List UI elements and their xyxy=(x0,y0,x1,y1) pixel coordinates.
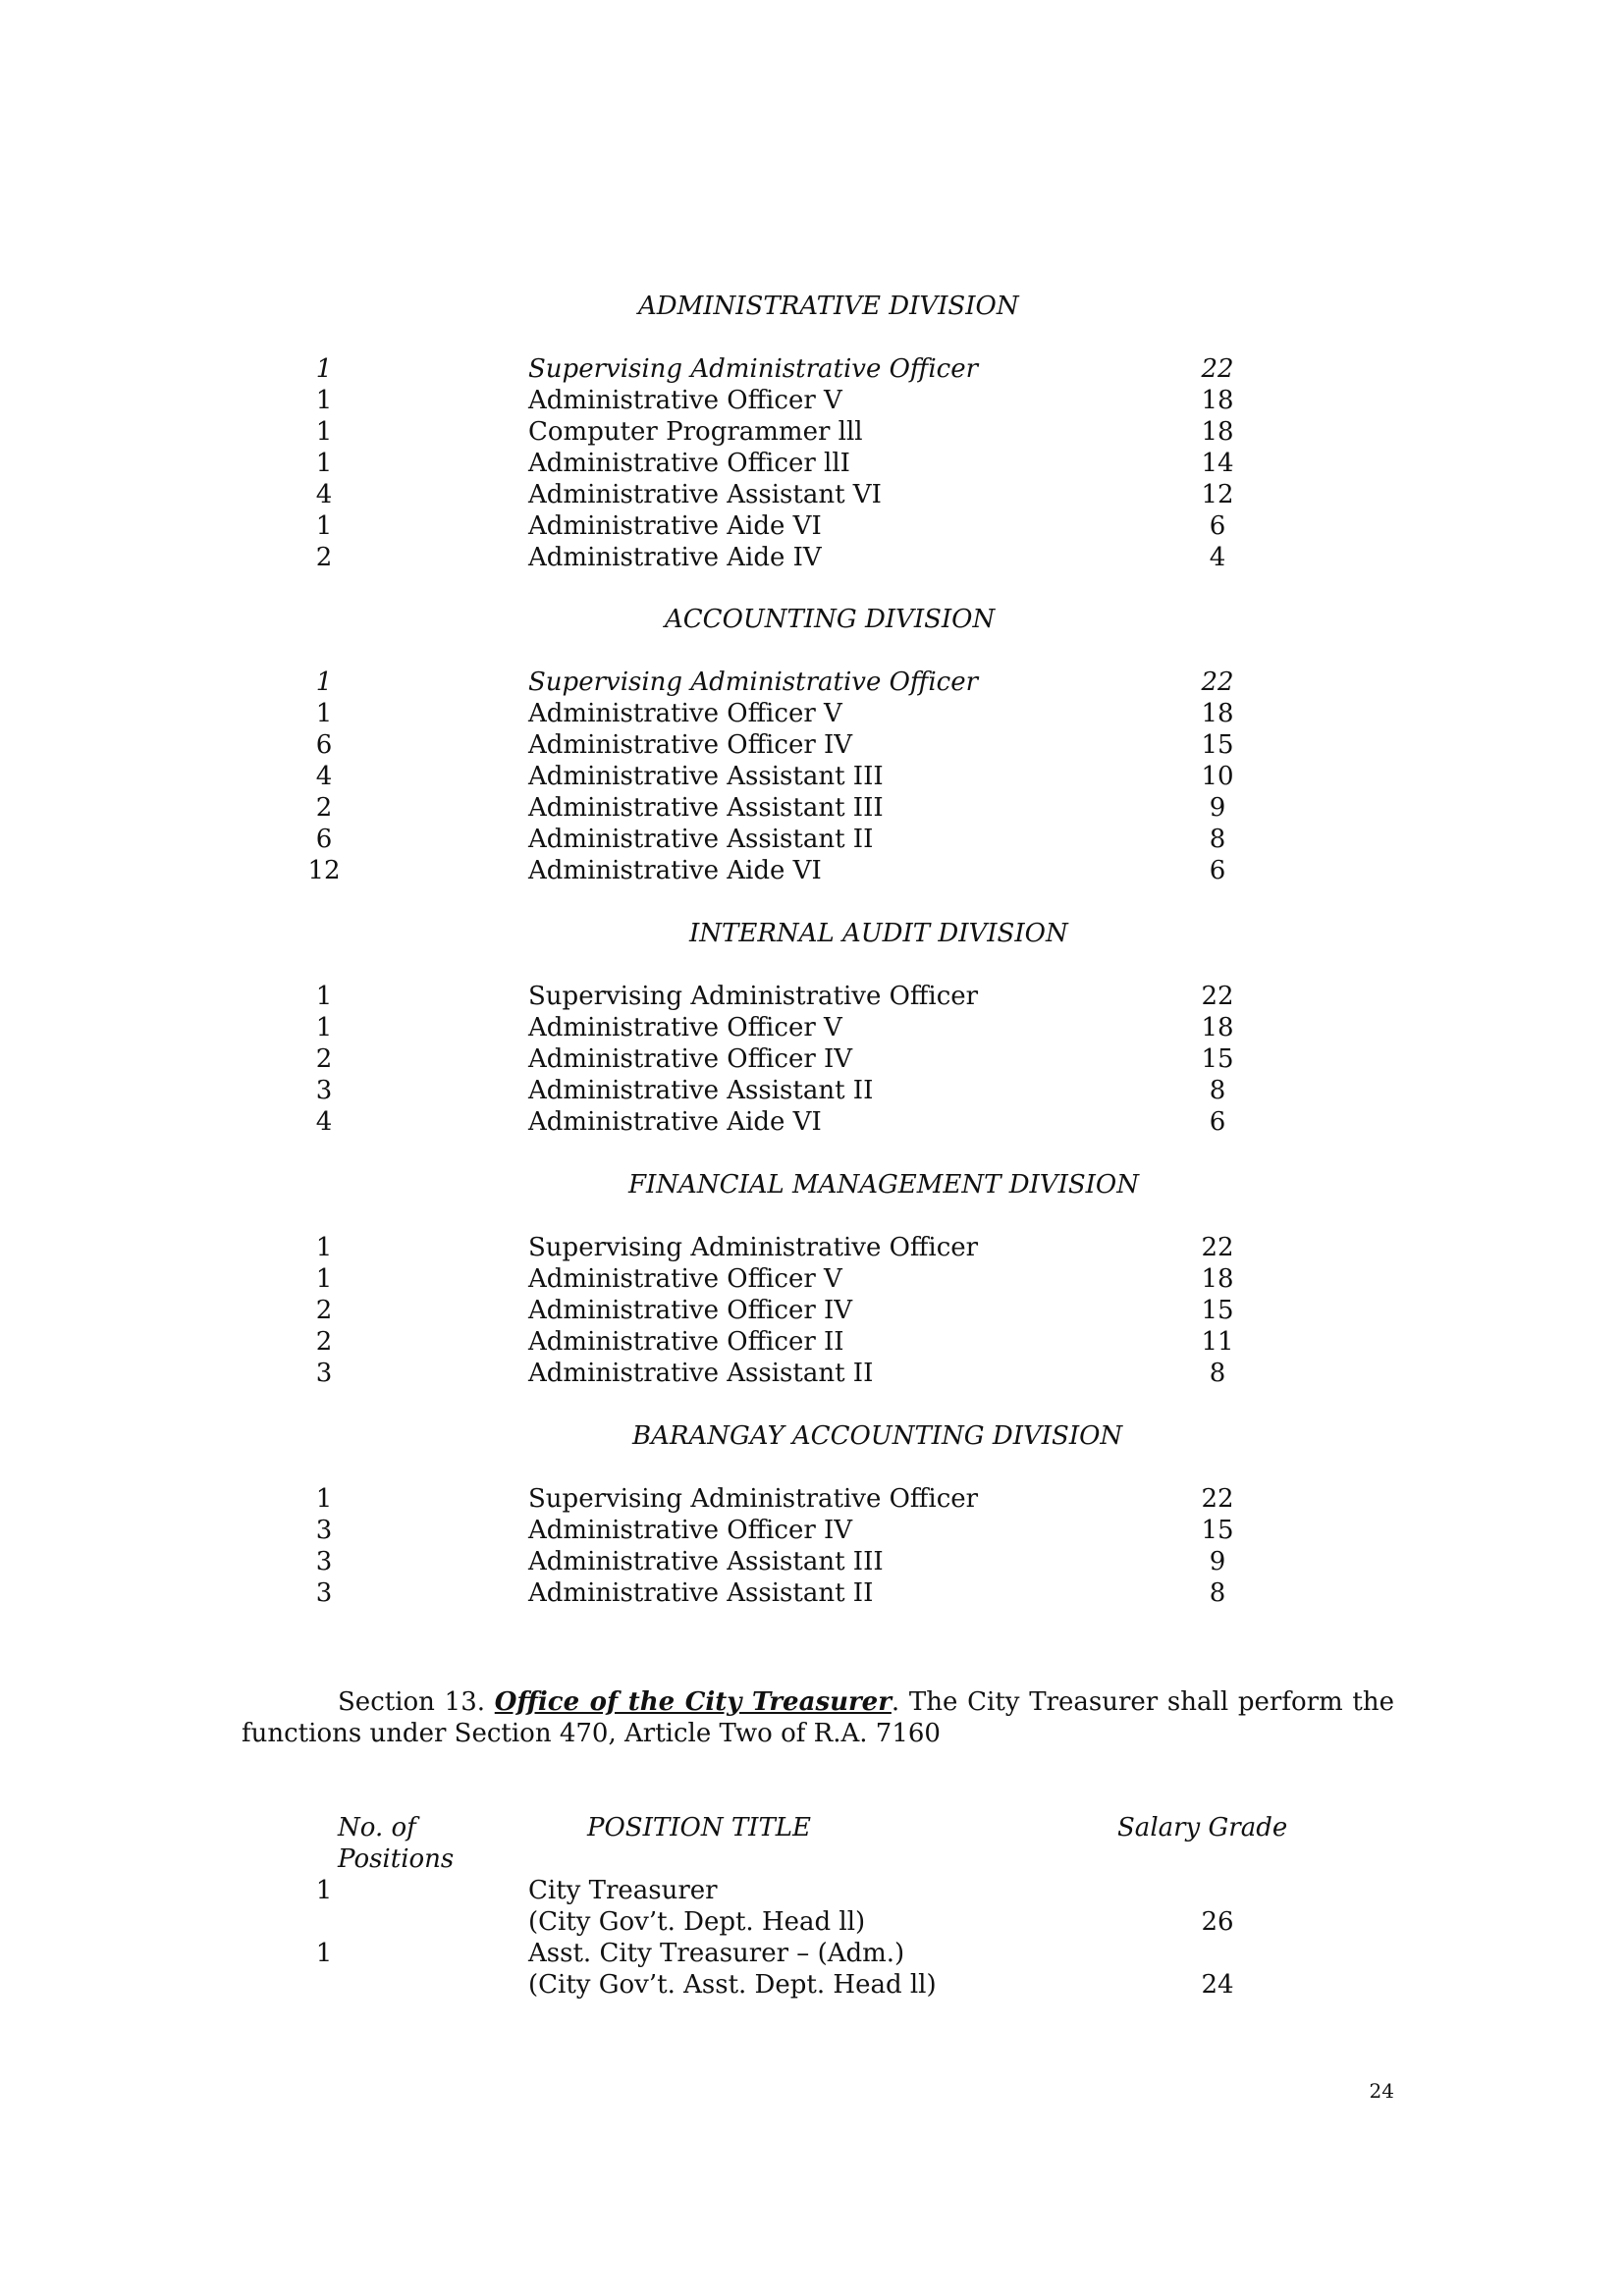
position-title: Administrative Officer II xyxy=(528,1327,844,1357)
salary-grade: 6 xyxy=(1209,511,1226,541)
position-count: 4 xyxy=(315,1107,333,1137)
position-count: 1 xyxy=(315,511,333,541)
position-count: 1 xyxy=(315,417,333,447)
position-title: Administrative Officer llI xyxy=(528,449,850,478)
table-row xyxy=(0,1326,1623,1358)
salary-grade: 24 xyxy=(1201,1970,1234,2000)
table-row xyxy=(0,1012,1623,1043)
position-count: 3 xyxy=(315,1578,333,1608)
salary-grade: 22 xyxy=(1201,354,1234,384)
salary-grade: 15 xyxy=(1201,730,1234,760)
salary-grade: 15 xyxy=(1201,1296,1234,1325)
salary-grade: 8 xyxy=(1209,825,1226,854)
section-13-paragraph xyxy=(242,1686,1394,1749)
position-title: Asst. City Treasurer – (Adm.) xyxy=(528,1939,905,1968)
position-count: 1 xyxy=(315,386,333,415)
column-header-count-line-2: Positions xyxy=(338,1844,455,1874)
table-row xyxy=(0,792,1623,824)
division-title-administrative: ADMINISTRATIVE DIVISION xyxy=(638,292,1019,321)
position-title: Administrative Assistant III xyxy=(528,762,884,791)
division-title-accounting: ACCOUNTING DIVISION xyxy=(665,605,996,634)
section-13-line-1 xyxy=(242,1686,1394,1718)
position-title: Administrative Aide IV xyxy=(528,543,822,572)
position-title: Administrative Assistant II xyxy=(528,825,874,854)
salary-grade: 9 xyxy=(1209,1547,1226,1576)
position-title-detail: (City Gov’t. Dept. Head ll) xyxy=(528,1907,866,1937)
table-row xyxy=(0,479,1623,510)
salary-grade: 22 xyxy=(1201,1233,1234,1262)
position-count: 2 xyxy=(315,1296,333,1325)
position-count: 1 xyxy=(315,667,333,697)
salary-grade: 18 xyxy=(1201,1264,1234,1294)
position-title: Administrative Aide VI xyxy=(528,1107,822,1137)
position-count: 6 xyxy=(315,825,333,854)
salary-grade: 10 xyxy=(1201,762,1234,791)
salary-grade: 8 xyxy=(1209,1359,1226,1388)
table-row xyxy=(0,1546,1623,1577)
salary-grade: 22 xyxy=(1201,982,1234,1011)
table-row-continuation xyxy=(0,1906,1623,1938)
salary-grade: 26 xyxy=(1201,1907,1234,1937)
position-title: Administrative Officer IV xyxy=(528,1516,853,1545)
position-title-detail: (City Gov’t. Asst. Dept. Head ll) xyxy=(528,1970,937,2000)
division-title-barangay-accounting: BARANGAY ACCOUNTING DIVISION xyxy=(632,1421,1123,1451)
position-count: 1 xyxy=(315,1264,333,1294)
table-row xyxy=(0,1043,1623,1075)
position-title: Administrative Assistant III xyxy=(528,793,884,823)
position-title: Supervising Administrative Officer xyxy=(528,1484,979,1514)
table-row xyxy=(0,855,1623,886)
table-row xyxy=(0,698,1623,729)
position-title: Administrative Assistant III xyxy=(528,1547,884,1576)
position-count: 1 xyxy=(315,1876,333,1905)
table-row xyxy=(0,1075,1623,1106)
table-row-continuation xyxy=(0,1969,1623,2001)
position-title: Administrative Assistant VI xyxy=(528,480,882,509)
table-row xyxy=(0,1106,1623,1138)
table-row xyxy=(0,1515,1623,1546)
table-row xyxy=(0,824,1623,855)
table-row xyxy=(0,729,1623,761)
section-13-heading: Office of the City Treasurer xyxy=(494,1687,892,1717)
position-title: Administrative Aide VI xyxy=(528,511,822,541)
salary-grade: 22 xyxy=(1201,1484,1234,1514)
position-count: 6 xyxy=(315,730,333,760)
table-row xyxy=(0,667,1623,698)
salary-grade: 18 xyxy=(1201,386,1234,415)
position-title: Computer Programmer lll xyxy=(528,417,863,447)
column-header-salary-grade: Salary Grade xyxy=(1117,1813,1288,1842)
position-title: Administrative Assistant II xyxy=(528,1578,874,1608)
table-row xyxy=(0,1263,1623,1295)
section-13-line-1-text: . The City Treasurer shall perform the xyxy=(891,1687,1394,1717)
salary-grade: 8 xyxy=(1209,1076,1226,1105)
table-row xyxy=(0,510,1623,542)
division-title-internal-audit: INTERNAL AUDIT DIVISION xyxy=(689,919,1068,948)
salary-grade: 15 xyxy=(1201,1044,1234,1074)
position-count: 4 xyxy=(315,480,333,509)
position-count: 1 xyxy=(315,1939,333,1968)
position-count: 12 xyxy=(307,856,341,885)
salary-grade: 14 xyxy=(1201,449,1234,478)
table-row xyxy=(0,1295,1623,1326)
position-count: 1 xyxy=(315,1013,333,1042)
division-rows-accounting xyxy=(0,667,1623,886)
position-title: Administrative Aide VI xyxy=(528,856,822,885)
salary-grade: 11 xyxy=(1201,1327,1234,1357)
table-row xyxy=(0,1232,1623,1263)
page-number: 24 xyxy=(1369,2079,1394,2103)
position-title: Administrative Officer V xyxy=(528,386,842,415)
position-count: 3 xyxy=(315,1359,333,1388)
position-title: Supervising Administrative Officer xyxy=(528,982,979,1011)
position-title: Administrative Officer IV xyxy=(528,1044,853,1074)
position-title: Administrative Assistant II xyxy=(528,1359,874,1388)
position-title: Administrative Officer V xyxy=(528,1264,842,1294)
position-count: 1 xyxy=(315,1484,333,1514)
position-count: 3 xyxy=(315,1547,333,1576)
division-rows-internal-audit xyxy=(0,981,1623,1138)
position-title: Administrative Officer IV xyxy=(528,1296,853,1325)
position-count: 1 xyxy=(315,699,333,728)
position-count: 2 xyxy=(315,1044,333,1074)
salary-grade: 6 xyxy=(1209,856,1226,885)
position-title: Administrative Assistant II xyxy=(528,1076,874,1105)
salary-grade: 12 xyxy=(1201,480,1234,509)
salary-grade: 4 xyxy=(1209,543,1226,572)
position-count: 1 xyxy=(315,354,333,384)
position-count: 1 xyxy=(315,982,333,1011)
salary-grade: 15 xyxy=(1201,1516,1234,1545)
division-rows-financial-management xyxy=(0,1232,1623,1389)
table-row xyxy=(0,1358,1623,1389)
table-row xyxy=(0,981,1623,1012)
position-count: 2 xyxy=(315,1327,333,1357)
column-header-count: No. of xyxy=(338,1813,416,1842)
salary-grade: 6 xyxy=(1209,1107,1226,1137)
division-rows-administrative xyxy=(0,353,1623,573)
salary-grade: 18 xyxy=(1201,699,1234,728)
position-title: Supervising Administrative Officer xyxy=(528,354,979,384)
table-row xyxy=(0,1483,1623,1515)
position-count: 1 xyxy=(315,1233,333,1262)
position-title: Supervising Administrative Officer xyxy=(528,667,979,697)
position-title: Administrative Officer V xyxy=(528,1013,842,1042)
position-count: 3 xyxy=(315,1516,333,1545)
table-row xyxy=(0,416,1623,448)
table-row xyxy=(0,353,1623,385)
salary-grade: 9 xyxy=(1209,793,1226,823)
position-count: 3 xyxy=(315,1076,333,1105)
position-title: Administrative Officer V xyxy=(528,699,842,728)
position-title: Administrative Officer IV xyxy=(528,730,853,760)
section-13-label: Section 13. xyxy=(338,1687,486,1717)
division-rows-barangay-accounting xyxy=(0,1483,1623,1609)
salary-grade: 18 xyxy=(1201,417,1234,447)
position-title: City Treasurer xyxy=(528,1876,718,1905)
table-row xyxy=(0,448,1623,479)
column-header-position-title: POSITION TITLE xyxy=(587,1813,812,1842)
position-count: 4 xyxy=(315,762,333,791)
salary-grade: 8 xyxy=(1209,1578,1226,1608)
section-13-line-2: functions under Section 470, Article Two of R.A. 7160 xyxy=(242,1719,941,1748)
position-title: Supervising Administrative Officer xyxy=(528,1233,979,1262)
table-row xyxy=(0,761,1623,792)
treasurer-table-rows xyxy=(0,1875,1623,2001)
position-count: 1 xyxy=(315,449,333,478)
table-row xyxy=(0,1875,1623,1906)
salary-grade: 22 xyxy=(1201,667,1234,697)
table-row xyxy=(0,385,1623,416)
division-title-financial-management: FINANCIAL MANAGEMENT DIVISION xyxy=(628,1170,1139,1200)
salary-grade: 18 xyxy=(1201,1013,1234,1042)
table-row xyxy=(0,542,1623,573)
table-row xyxy=(0,1577,1623,1609)
table-row xyxy=(0,1938,1623,1969)
position-count: 2 xyxy=(315,543,333,572)
position-count: 2 xyxy=(315,793,333,823)
